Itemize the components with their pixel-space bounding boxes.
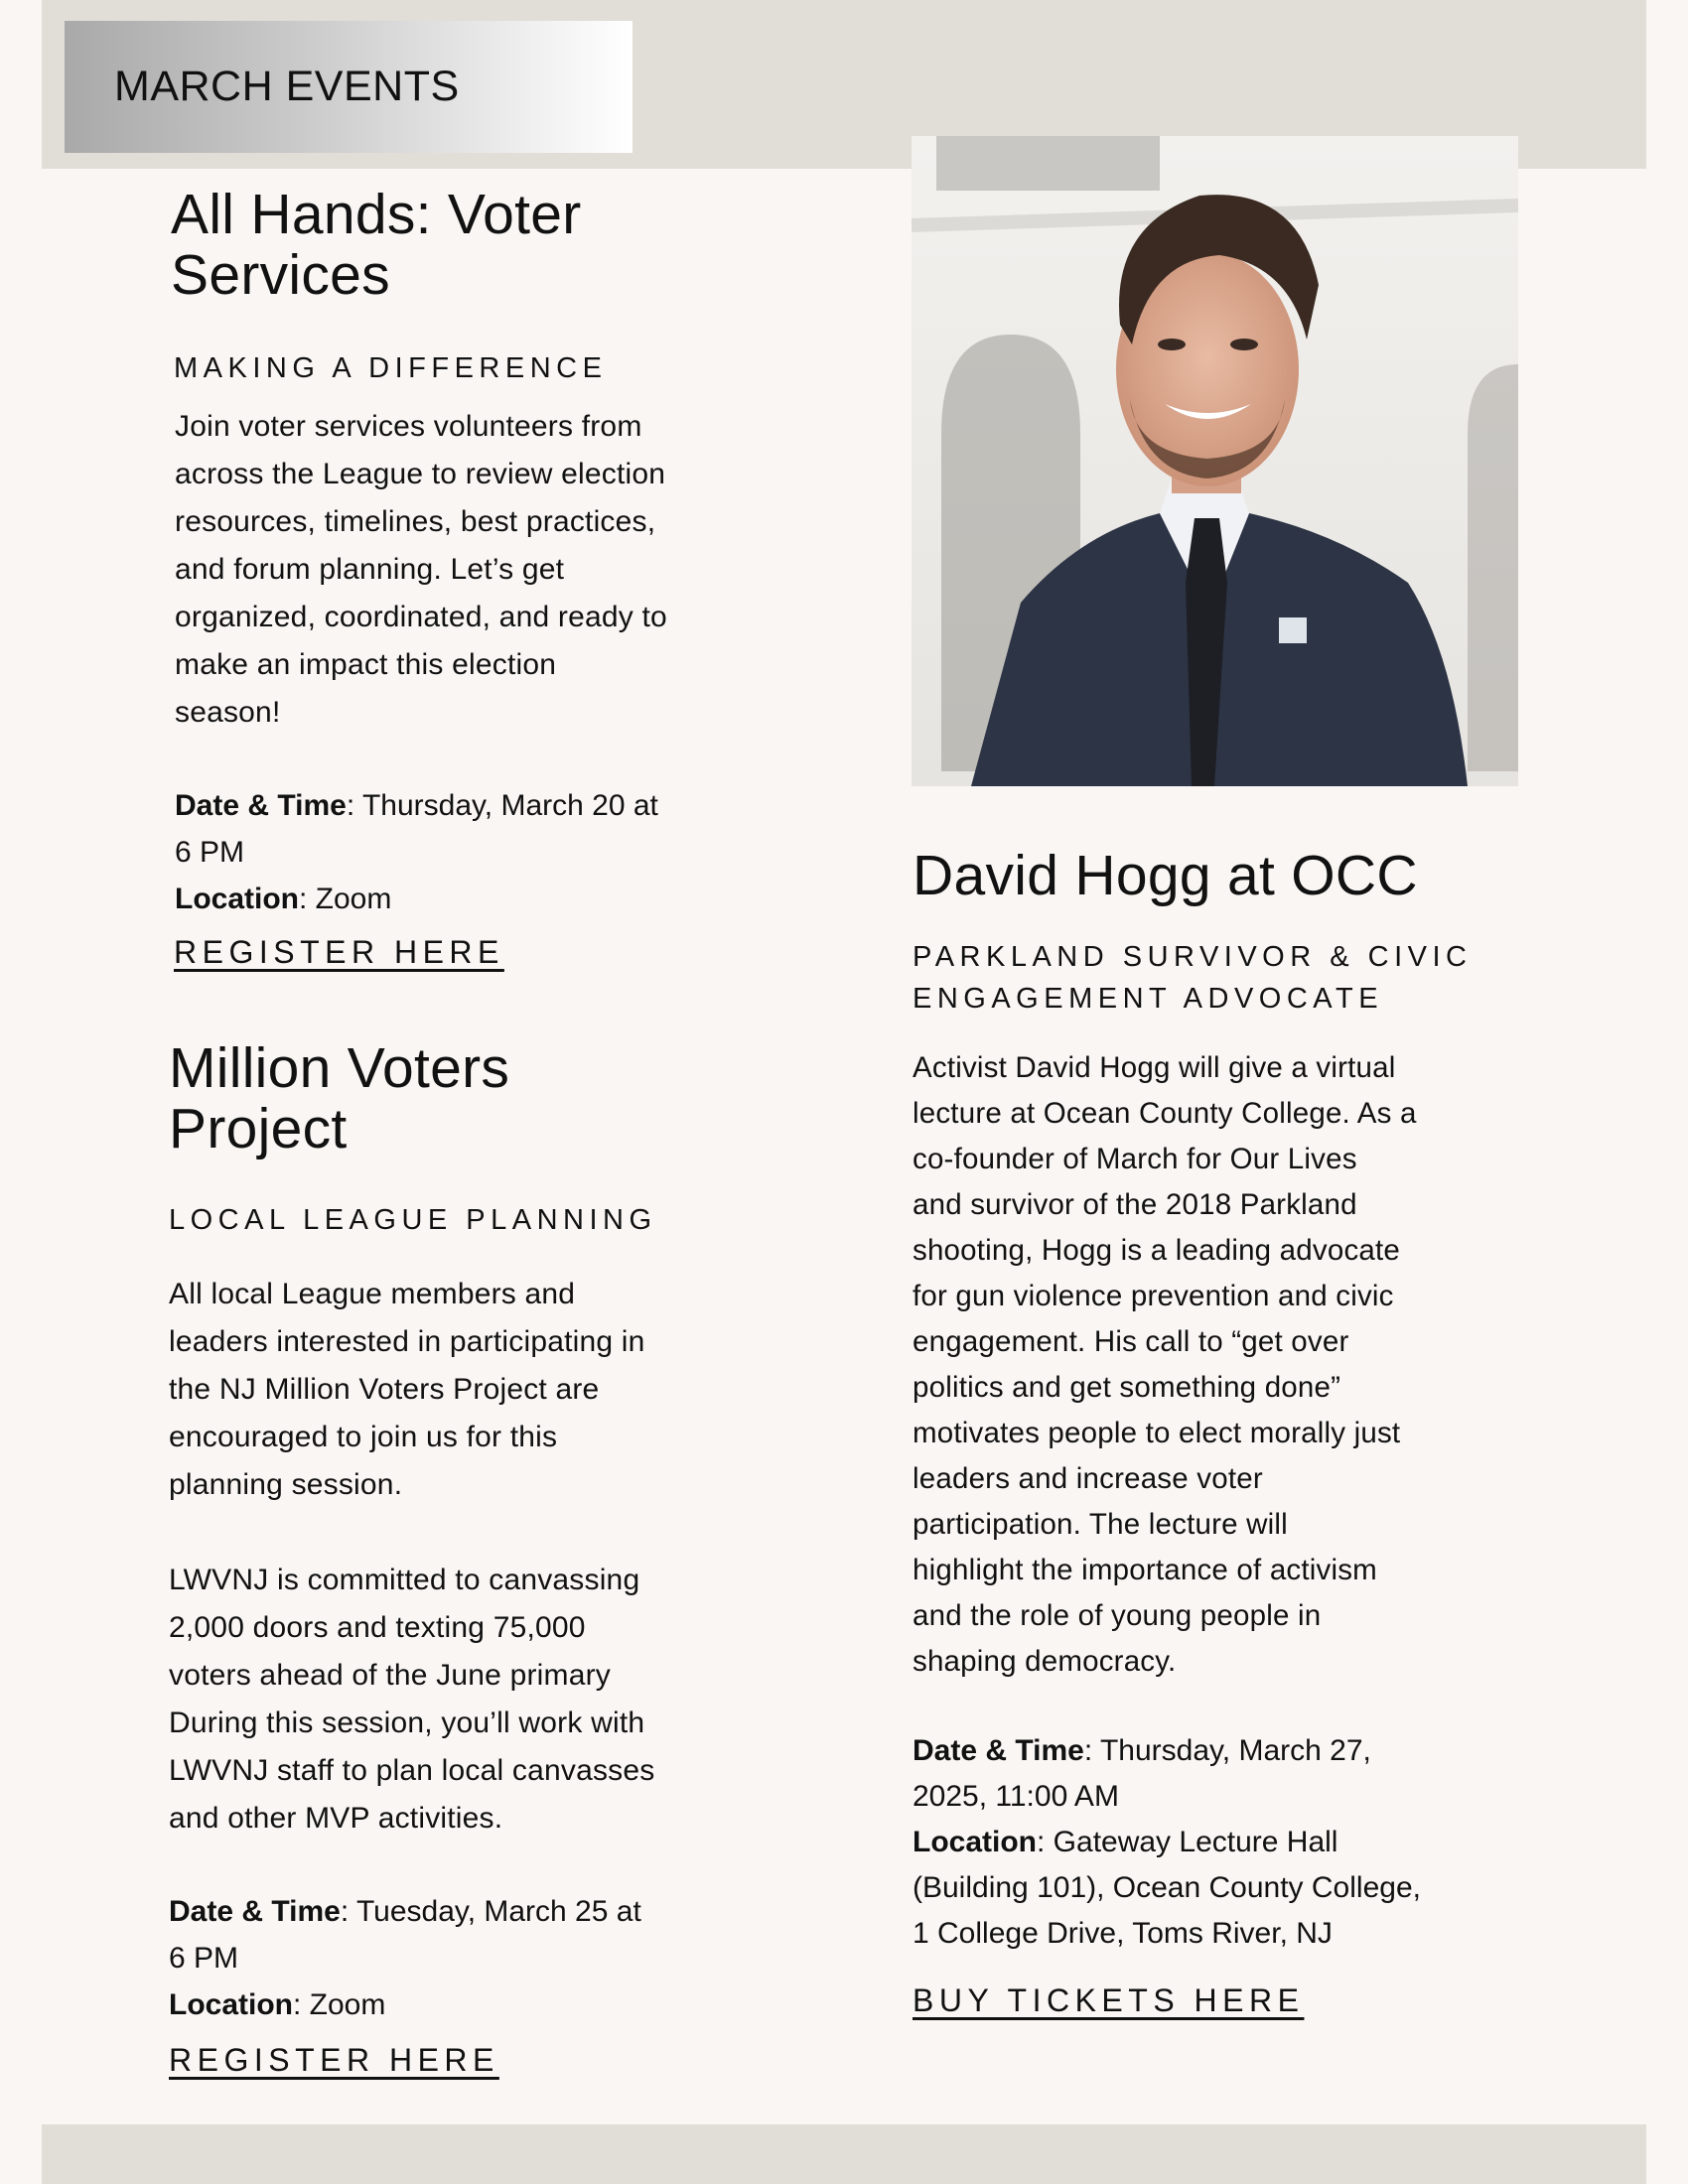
event-subtitle: LOCAL LEAGUE PLANNING [169,1204,657,1236]
footer-band [42,2124,1646,2184]
event-description: Join voter services volunteers from across the League to review election resources, timelines, best practices, and forum planning. Let’s get organized, coordinated, and ready to make an impact this election season! [175,410,667,729]
event-datetime: Date & Time: Thursday, March 27, 2025, 11:00 AM [913,1734,1371,1813]
register-link[interactable]: REGISTER HERE [169,2042,499,2078]
event-description-2: LWVNJ is committed to canvassing 2,000 doors and texting 75,000 voters ahead of the June primary During this session, you’ll work with LWVNJ staff to plan local canvasses and other MVP activities. [169,1564,655,1835]
event-datetime: Date & Time: Tuesday, March 25 at 6 PM [169,1895,641,1975]
event-title: Million Voters Project [169,1036,510,1160]
register-link[interactable]: REGISTER HERE [174,934,504,970]
buy-tickets-link[interactable]: BUY TICKETS HERE [913,1982,1305,2018]
event-location: Location: Gateway Lecture Hall (Building 101), Ocean County College, 1 College Drive, Toms River, NJ [913,1826,1421,1950]
speaker-photo [912,136,1518,786]
event-location: Location: Zoom [169,1988,386,2021]
event-all-hands [171,185,806,971]
event-title: David Hogg at OCC [913,844,1418,907]
section-title-box [65,21,633,153]
event-datetime: Date & Time: Thursday, March 20 at 6 PM [175,789,658,869]
event-description: All local League members and leaders interested in participating in the NJ Million Voters Project are encouraged to join us for this planning session. [169,1278,645,1501]
event-subtitle: PARKLAND SURVIVOR & CIVIC ENGAGEMENT ADVOCATE [913,941,1473,1015]
event-million-voters [169,1038,804,2079]
event-subtitle: MAKING A DIFFERENCE [174,352,608,384]
section-title: MARCH EVENTS [114,63,460,110]
event-description: Activist David Hogg will give a virtual lecture at Ocean County College. As a co-founder of March for Our Lives and survivor of the 2018 Parkland shooting, Hogg is a leading advocate for gun violence prevention and civic engagement. His call to “get over politics and get something done” motivates people to elect morally just leaders and increase voter participation. The lecture will highlight the importance of activism and the role of young people in shaping democracy. [913,1051,1417,1678]
event-location: Location: Zoom [175,883,392,915]
event-title: All Hands: Voter Services [171,183,582,307]
event-david-hogg [913,846,1528,2019]
